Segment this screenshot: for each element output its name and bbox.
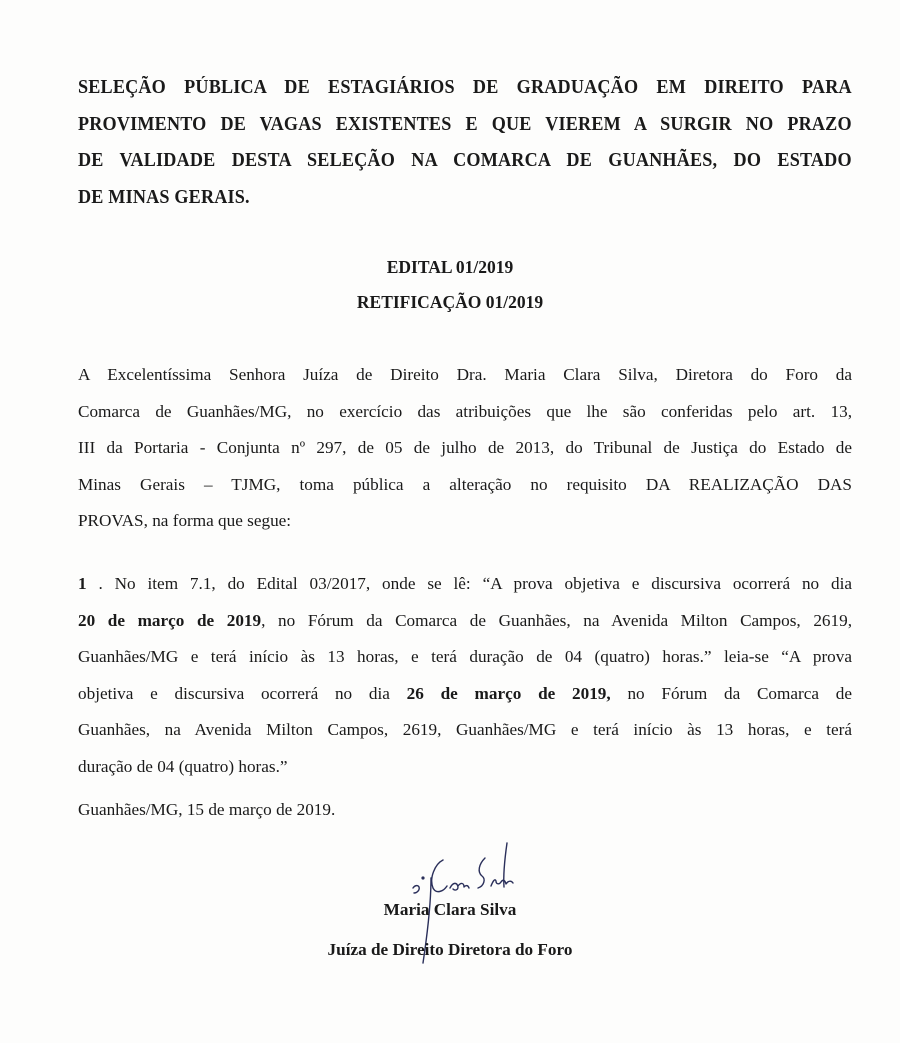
item-text: . No item 7.1, do Edital 03/2017, onde se lê: “A prova objetiva e discursiva ocorrerá no dia bbox=[98, 574, 853, 593]
paragraph-line bbox=[78, 676, 852, 713]
new-date: 26 de março de 2019, bbox=[406, 683, 611, 703]
place-date: Guanhães/MG, 15 de março de 2019. bbox=[78, 800, 336, 819]
heading-line: DE MINAS GERAIS. bbox=[78, 186, 250, 208]
old-date: 20 de março de 2019 bbox=[78, 610, 262, 630]
signer-name: Maria Clara Silva bbox=[383, 900, 517, 919]
paragraph-line: III da Portaria - Conjunta nº 297, de 05 de julho de 2013, do Tribunal de Justiça do Estado de bbox=[78, 438, 852, 458]
item-text: objetiva e discursiva ocorrerá no dia bbox=[78, 683, 407, 703]
paragraph-line: duração de 04 (quatro) horas.” bbox=[78, 756, 288, 776]
retificacao-number: RETIFICAÇÃO 01/2019 bbox=[356, 292, 544, 312]
heading-line: PROVIMENTO DE VAGAS EXISTENTES E QUE VIEREM A SURGIR NO PRAZO bbox=[78, 113, 852, 135]
paragraph-line: PROVAS, na forma que segue: bbox=[78, 511, 292, 531]
paragraph-line: Minas Gerais – TJMG, toma pública a alteração no requisito DA REALIZAÇÃO DAS bbox=[78, 474, 852, 494]
item-text: , no Fórum da Comarca de Guanhães, na Avenida Milton Campos, 2619, bbox=[261, 610, 852, 630]
signer-role: Juíza de Direito Diretora do Foro bbox=[327, 940, 573, 959]
item-1-paragraph bbox=[78, 566, 852, 786]
document-heading bbox=[78, 70, 852, 216]
heading-line: DE VALIDADE DESTA SELEÇÃO NA COMARCA DE GUANHÃES, DO ESTADO bbox=[78, 150, 852, 171]
paragraph-line: Guanhães, na Avenida Milton Campos, 2619, Guanhães/MG e terá início às 13 horas, e terá bbox=[78, 720, 852, 740]
paragraph-line bbox=[78, 603, 852, 640]
item-text: no Fórum da Comarca de bbox=[610, 683, 852, 703]
paragraph-line: A Excelentíssima Senhora Juíza de Direito Dra. Maria Clara Silva, Diretora do Foro da bbox=[78, 365, 852, 384]
paragraph-line bbox=[78, 566, 852, 603]
paragraph-line: Guanhães/MG e terá início às 13 horas, e terá duração de 04 (quatro) horas.” leia-se “A prova bbox=[78, 647, 852, 667]
intro-paragraph bbox=[78, 357, 852, 540]
paragraph-line: Comarca de Guanhães/MG, no exercício das atribuições que lhe são conferidas pelo art. 13, bbox=[78, 401, 852, 421]
heading-line: SELEÇÃO PÚBLICA DE ESTAGIÁRIOS DE GRADUAÇÃO EM DIREITO PARA bbox=[78, 77, 852, 98]
item-number: 1 bbox=[78, 574, 87, 593]
edital-number: EDITAL 01/2019 bbox=[386, 257, 514, 277]
